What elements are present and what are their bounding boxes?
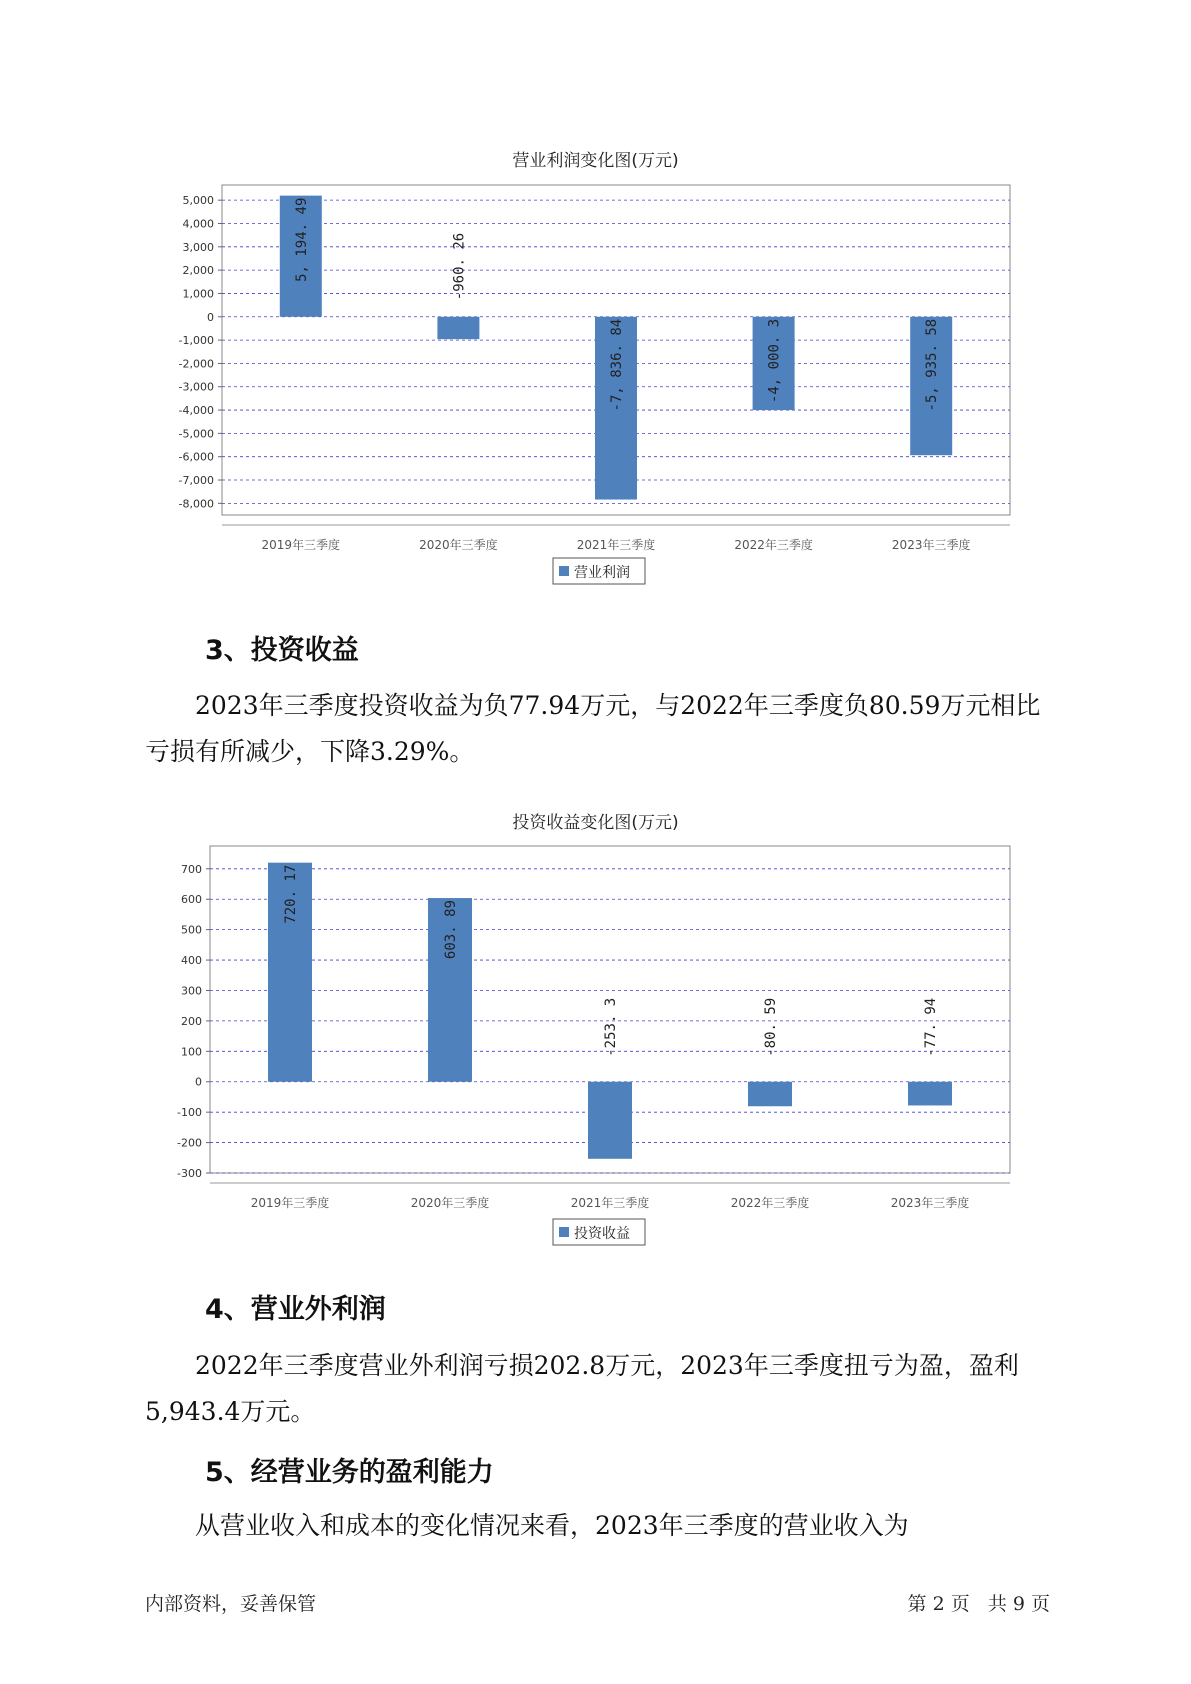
- y-tick-label: 300: [181, 984, 202, 998]
- legend-swatch: [559, 566, 569, 576]
- bar-value-label: -80. 59: [763, 997, 779, 1057]
- x-category-label: 2021年三季度: [576, 538, 656, 552]
- x-category-label: 2022年三季度: [734, 538, 813, 552]
- x-category-label: 2022年三季度: [730, 1196, 810, 1210]
- bar-value-label: 720. 17: [283, 864, 299, 924]
- footer-confidential-note: 内部资料，妥善保管: [145, 1593, 317, 1615]
- bar-value-label: -7, 836. 84: [609, 318, 625, 412]
- x-category-label: 2021年三季度: [570, 1196, 650, 1210]
- y-tick-label: 3,000: [182, 240, 214, 254]
- y-tick-label: 400: [181, 954, 202, 968]
- y-tick-label: -5,000: [178, 427, 214, 441]
- legend-label: 投资收益: [574, 1226, 630, 1242]
- section-heading-non-operating-profit: 4、营业外利润: [205, 1294, 386, 1325]
- x-category-label: 2020年三季度: [419, 538, 498, 552]
- y-tick-label: -4,000: [178, 404, 214, 418]
- y-tick-label: -8,000: [178, 497, 214, 511]
- footer-page-number: 第 2 页 共 9 页: [907, 1593, 1050, 1615]
- section-paragraph-non-operating-profit: 2022年三季度营业外利润亏损202.8万元，2023年三季度扭亏为盈，盈利5,943.4万元。: [145, 1351, 1019, 1426]
- bar: [908, 1082, 952, 1106]
- x-category-label: 2020年三季度: [410, 1196, 490, 1210]
- y-tick-label: -300: [177, 1167, 202, 1180]
- y-tick-label: -2,000: [178, 357, 214, 371]
- bar-value-label: -960. 26: [451, 232, 468, 301]
- y-tick-label: 200: [181, 1014, 202, 1028]
- y-tick-label: -200: [177, 1136, 202, 1150]
- y-tick-label: 4,000: [182, 217, 214, 231]
- y-tick-label: -7,000: [178, 474, 214, 488]
- y-tick-label: 2,000: [182, 264, 214, 278]
- x-category-label: 2019年三季度: [261, 538, 341, 552]
- y-tick-label: -100: [177, 1106, 202, 1120]
- x-category-label: 2023年三季度: [890, 1196, 970, 1210]
- chart2-title: 投资收益变化图(万元): [512, 813, 679, 833]
- bar: [588, 1082, 632, 1159]
- legend-label: 营业利润: [574, 565, 630, 581]
- investment-income-chart: [0, 830, 1191, 1250]
- section-paragraph-profitability: 从营业收入和成本的变化情况来看，2023年三季度的营业收入为: [195, 1511, 909, 1540]
- y-tick-label: -6,000: [178, 450, 214, 464]
- y-tick-label: 0: [207, 310, 214, 324]
- x-category-label: 2019年三季度: [250, 1196, 330, 1210]
- y-tick-label: -1,000: [178, 334, 214, 348]
- chart1-title: 营业利润变化图(万元): [512, 151, 679, 171]
- y-tick-label: 5,000: [182, 194, 214, 208]
- bar: [748, 1082, 792, 1107]
- bar-value-label: 603. 89: [443, 900, 459, 960]
- y-tick-label: 700: [181, 862, 202, 876]
- y-tick-label: 1,000: [182, 287, 214, 301]
- y-tick-label: 100: [181, 1045, 202, 1059]
- x-category-label: 2023年三季度: [891, 538, 971, 552]
- legend-swatch: [559, 1227, 569, 1237]
- y-tick-label: 500: [181, 923, 202, 937]
- bar-value-label: -77. 94: [923, 997, 939, 1057]
- y-tick-label: -3,000: [178, 380, 214, 394]
- bar: [437, 317, 479, 339]
- section-heading-profitability: 5、经营业务的盈利能力: [205, 1457, 494, 1488]
- operating-profit-chart: [0, 170, 1191, 590]
- bar-value-label: -5, 935. 58: [924, 318, 941, 412]
- y-tick-label: 0: [195, 1075, 202, 1089]
- bar-value-label: 5, 194. 49: [293, 197, 310, 282]
- bar-value-label: -253. 3: [603, 997, 619, 1057]
- section-heading-investment-income: 3、投资收益: [205, 635, 359, 666]
- bar-value-label: -4, 000. 3: [766, 318, 783, 404]
- section-paragraph-investment-income: 2023年三季度投资收益为负77.94万元，与2022年三季度负80.59万元相比亏损有所减少，下降3.29%。: [145, 691, 1041, 766]
- y-tick-label: 600: [181, 893, 202, 907]
